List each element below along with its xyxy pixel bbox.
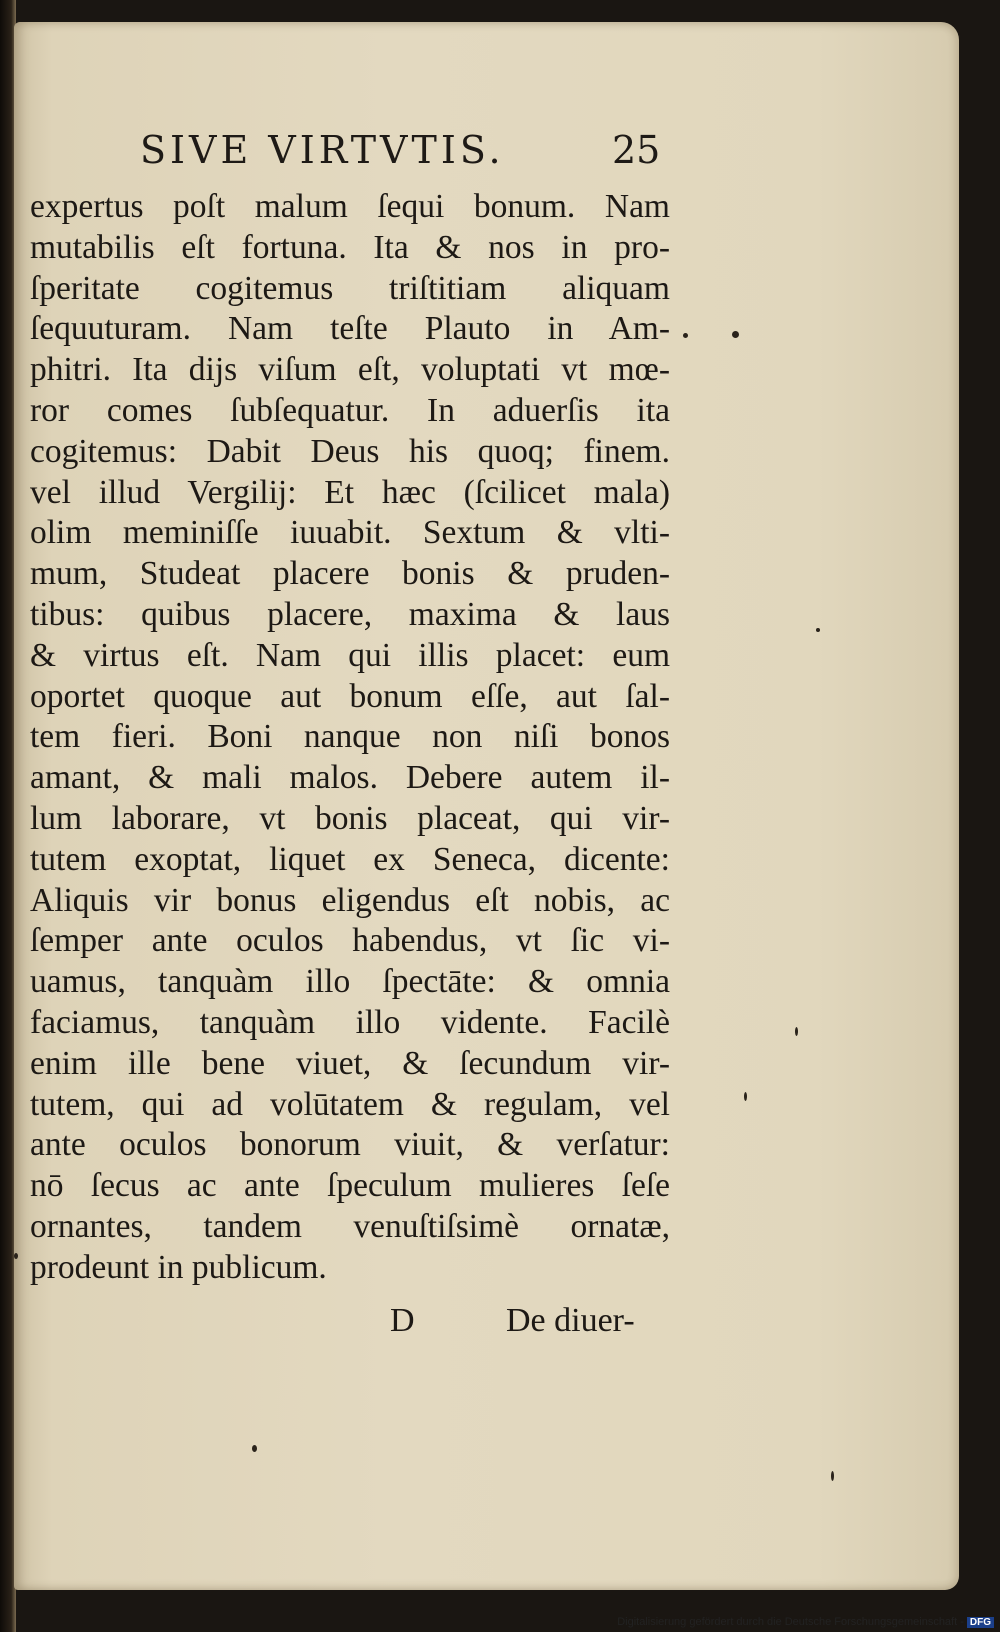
- page-number: 25: [612, 128, 661, 172]
- ink-speck: [795, 1027, 798, 1036]
- ink-speck: [683, 333, 688, 338]
- ink-speck: [14, 1253, 18, 1259]
- signature-mark: D: [390, 1302, 415, 1339]
- text-line: ante oculos bonorum viuit, & verſatur:: [30, 1126, 670, 1164]
- page-footer: [0, 1302, 1000, 1344]
- text-line: amant, & mali malos. Debere autem il-: [30, 759, 670, 797]
- text-line: uamus, tanquàm illo ſpectāte: & omnia: [30, 963, 670, 1001]
- text-line: tutem, qui ad volūtatem & regulam, vel: [30, 1085, 670, 1123]
- text-line: ſemper ante oculos habendus, vt ſic vi-: [30, 922, 670, 960]
- catchword: De diuer-: [506, 1302, 635, 1339]
- text-line: tem fieri. Boni nanque non niſi bonos: [30, 718, 670, 756]
- text-line: olim meminiſſe iuuabit. Sextum & vlti-: [30, 514, 670, 552]
- credit-text: Digitalisierung gefördert durch die Deutsche Forschungsgemeinschaft -: [617, 1616, 964, 1628]
- text-line: vel illud Vergilij: Et hæc (ſcilicet mala): [30, 473, 670, 511]
- text-line: ſequuturam. Nam teſte Plauto in Am-: [30, 310, 670, 348]
- text-line: cogitemus: Dabit Deus his quoq; finem.: [30, 432, 670, 470]
- text-line: expertus poſt malum ſequi bonum. Nam: [30, 188, 670, 225]
- dfg-logo: DFG: [967, 1617, 994, 1628]
- text-line: ornantes, tandem venuſtiſsimè ornatæ,: [30, 1207, 670, 1245]
- ink-speck: [252, 1445, 257, 1452]
- ink-speck: [732, 331, 739, 338]
- ink-speck: [744, 1092, 747, 1101]
- text-line: mum, Studeat placere bonis & pruden-: [30, 555, 670, 593]
- text-line: oportet quoque aut bonum eſſe, aut ſal-: [30, 677, 670, 715]
- page-header: [0, 128, 1000, 178]
- digitization-credit: [617, 1616, 994, 1628]
- text-line: ror comes ſubſequatur. In aduerſis ita: [30, 391, 670, 429]
- running-head: SIVE VIRTVTIS.: [140, 128, 505, 172]
- text-line: tibus: quibus placere, maxima & laus: [30, 595, 670, 633]
- text-line: enim ille bene viuet, & ſecundum vir-: [30, 1044, 670, 1082]
- text-line: lum laborare, vt bonis placeat, qui vir-: [30, 799, 670, 837]
- text-line: phitri. Ita dijs viſum eſt, voluptati vt mœ-: [30, 351, 670, 389]
- text-line: mutabilis eſt fortuna. Ita & nos in pro-: [30, 228, 670, 266]
- text-line: ſperitate cogitemus triſtitiam aliquam: [30, 269, 670, 307]
- text-line: & virtus eſt. Nam qui illis placet: eum: [30, 636, 670, 674]
- body-text: [30, 187, 670, 1289]
- text-line: tutem exoptat, liquet ex Seneca, dicente:: [30, 840, 670, 878]
- text-line: faciamus, tanquàm illo vidente. Facilè: [30, 1003, 670, 1041]
- text-line: Aliquis vir bonus eligendus eſt nobis, ac: [30, 881, 670, 919]
- ink-speck: [816, 628, 820, 632]
- text-line: prodeunt in publicum.: [30, 1248, 327, 1286]
- ink-speck: [831, 1471, 834, 1481]
- text-line: nō ſecus ac ante ſpeculum mulieres ſeſe: [30, 1167, 670, 1205]
